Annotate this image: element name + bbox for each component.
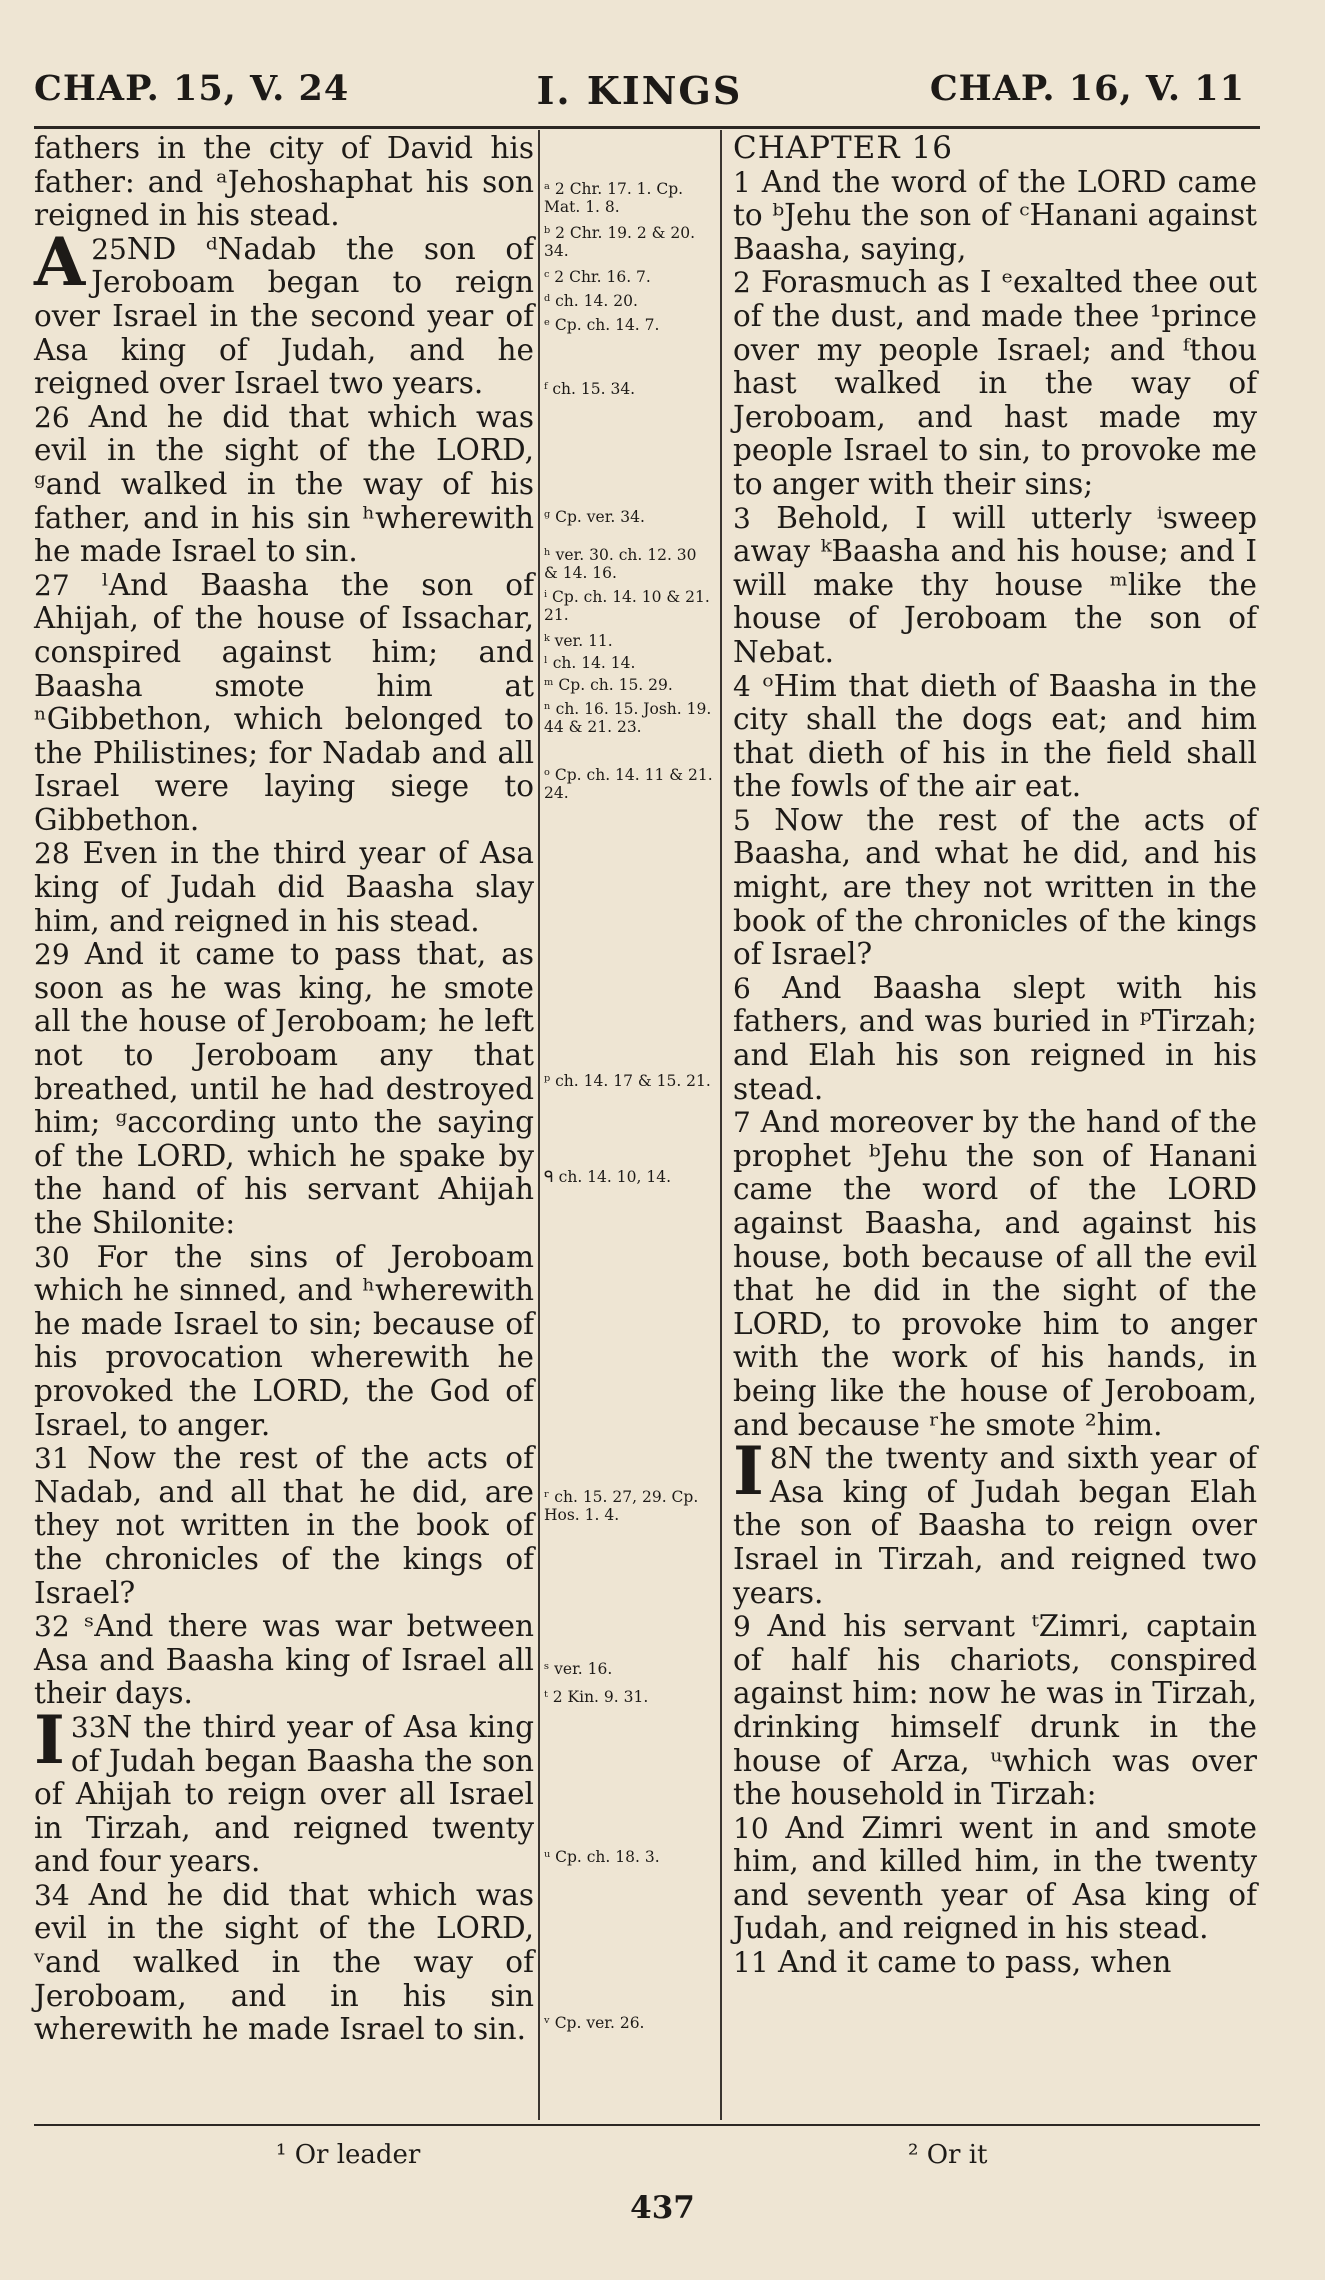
verse-text: And he did that which was evil in the sight of the LORD, ᵛand walked in the way of Jeroboam, and in his sin wherewith he made Israel to sin.	[34, 1877, 534, 2047]
verse-text: For the sins of Jeroboam which he sinned, and ʰwherewith he made Israel to sin; because of his provocation wherewith he provoked the LORD, the God of Israel, to anger.	[34, 1239, 534, 1442]
footnote: ² Or it	[908, 2140, 988, 2170]
cross-reference: ᵖ ch. 14. 17 & 15. 21.	[544, 1072, 711, 1090]
drop-cap: I	[34, 1700, 65, 1779]
cross-reference: ᵗ 2 Kin. 9. 31.	[544, 1688, 649, 1706]
verse-number: 8	[769, 1442, 788, 1476]
verse-number: 11	[733, 1946, 769, 1980]
verse-number: 1	[733, 165, 751, 199]
verse	[733, 670, 1257, 804]
verse-number: 5	[733, 803, 751, 837]
chapter-heading: CHAPTER 16	[733, 130, 953, 166]
cross-reference: ᵇ 2 Chr. 19. 2 & 20. 34.	[544, 224, 696, 260]
verse-number: 32	[34, 1610, 70, 1644]
drop-cap: A	[34, 222, 86, 301]
verse-text: And Zimri went in and smote him, and killed him, in the twenty and seventh year of Asa king of Judah, and reigned in his stead.	[733, 1810, 1257, 1946]
header-rule	[34, 126, 1260, 129]
header-book-title: I. KINGS	[536, 68, 743, 113]
running-header	[34, 68, 1245, 118]
verse-text: And it came to pass that, as soon as he was king, he smote all the house of Jeroboam; he left not to Jeroboam any that breathed, until he had destroyed him; ᵍaccording unto the saying of the LORD, which he spake by the hand of his servant Ahijah the Shilonite:	[34, 937, 534, 1240]
verse-number: 9	[733, 1610, 751, 1644]
verse	[733, 1432, 1257, 1610]
verse-text: ˢAnd there was war between Asa and Baasha king of Israel all their days.	[34, 1609, 534, 1711]
verse-text: Behold, I will utterly ⁱsweep away ᵏBaasha and his house; and I will make thy house ᵐlike the house of Jeroboam the son of Nebat.	[733, 500, 1257, 669]
verse-text: Now the rest of the acts of Nadab, and all that he did, are they not written in the book of the chronicles of the kings of Israel?	[34, 1441, 534, 1610]
cross-reference: ᑫ ch. 14. 10, 14.	[544, 1168, 671, 1186]
verse	[733, 266, 1257, 501]
verse-text: Now the rest of the acts of Baasha, and what he did, and his might, are they not written in the book of the chronicles of the kings of Israel?	[733, 802, 1257, 972]
verse-text: And Baasha slept with his fathers, and was buried in ᵖTirzah; and Elah his son reigned in his stead.	[733, 970, 1257, 1106]
right-text-column	[733, 132, 1257, 1980]
verse-text: ˡAnd Baasha the son of Ahijah, of the house of Issachar, conspired against him; and Baasha smote him at ⁿGibbethon, which belonged to the Philistines; for Nadab and all Israel were laying siege to Gibbethon.	[34, 567, 534, 837]
verse	[733, 1812, 1257, 1946]
verse-text: And moreover by the hand of the prophet ᵇJehu the son of Hanani came the word of the LORD against Baasha, and against his house, both because of all the evil that he did in the sight of the LORD, to provoke him to anger with the work of his hands, in being like the house of Jeroboam, and because ʳhe smote ²him.	[733, 1105, 1257, 1442]
cross-reference: ᵈ ch. 14. 20.	[544, 292, 638, 310]
verse-text: N the third year of Asa king of Judah began Baasha the son of Ahijah to reign over all Israel in Tirzah, and reigned twenty and four years.	[34, 1709, 534, 1879]
verse	[733, 502, 1257, 670]
verse-number: 25	[91, 232, 127, 266]
verse-text: N the twenty and sixth year of Asa king of Judah began Elah the son of Baasha to reign over Israel in Tirzah, and reigned two years.	[733, 1441, 1257, 1610]
verse-number: 7	[733, 1106, 751, 1140]
drop-cap: I	[733, 1432, 764, 1511]
cross-reference: ˢ ver. 16.	[544, 1660, 613, 1678]
cross-reference: ᵘ Cp. ch. 18. 3.	[544, 1848, 660, 1866]
cross-reference: ᶜ 2 Chr. 16. 7.	[544, 268, 651, 286]
verse	[733, 166, 1257, 267]
cross-reference: ˡ ch. 14. 14.	[544, 654, 636, 672]
cross-reference: ʰ ver. 30. ch. 12. 30 & 14. 16.	[544, 546, 697, 582]
verse-number: 34	[34, 1878, 70, 1912]
cross-reference: ʳ ch. 15. 27, 29. Cp. Hos. 1. 4.	[544, 1488, 699, 1524]
verse	[733, 1106, 1257, 1442]
verse	[34, 1700, 534, 1879]
column-divider-left	[538, 130, 540, 2120]
cross-reference: ᵃ 2 Chr. 17. 1. Cp. Mat. 1. 8.	[544, 180, 684, 216]
verse-text: fathers in the city of David his father: and ᵃJehoshaphat his son reigned in his stead.	[34, 131, 534, 233]
verse-text: And he did that which was evil in the sight of the LORD, ᵍand walked in the way of his father, and in his sin ʰwherewith he made Israel to sin.	[34, 399, 534, 569]
verse	[34, 222, 534, 401]
verse-number: 30	[34, 1240, 70, 1274]
header-left-chapter: CHAP. 15, V. 24	[34, 68, 350, 109]
cross-reference: ᵛ Cp. ver. 26.	[544, 2014, 645, 2032]
cross-reference: ᵒ Cp. ch. 14. 11 & 21. 24.	[544, 766, 713, 802]
footer-rule	[34, 2124, 1260, 2126]
verse-number: 31	[34, 1442, 70, 1476]
verse	[733, 1610, 1257, 1812]
verse	[34, 569, 534, 838]
verse	[34, 401, 534, 569]
verse-number: 29	[34, 938, 70, 972]
verse-text: And the word of the LORD came to ᵇJehu the son of ᶜHanani against Baasha, saying,	[733, 164, 1257, 266]
verse-text: ND ᵈNadab the son of Jeroboam began to reign over Israel in the second year of Asa king of Judah, and he reigned over Israel two years.	[34, 231, 534, 401]
verse-number: 3	[733, 501, 751, 535]
verse-text: And it came to pass, when	[778, 1945, 1172, 1980]
verse-number: 28	[34, 837, 70, 871]
verse	[733, 804, 1257, 972]
column-divider-right	[720, 130, 722, 2120]
verse	[34, 132, 534, 233]
header-right-chapter: CHAP. 16, V. 11	[929, 68, 1245, 109]
verse	[34, 1879, 534, 2047]
verse-text: Forasmuch as I ᵉexalted thee out of the dust, and made thee ¹prince over my people Israel; and ᶠthou hast walked in the way of Jeroboam, and hast made my people Israel to sin, to provoke me to anger with their sins;	[733, 265, 1257, 501]
cross-reference: ᵍ Cp. ver. 34.	[544, 508, 645, 526]
verse-text: ᵒHim that dieth of Baasha in the city shall the dogs eat; and him that dieth of his in the field shall the fowls of the air eat.	[733, 668, 1257, 804]
verse	[733, 1946, 1257, 1980]
cross-reference: ᶠ ch. 15. 34.	[544, 380, 636, 398]
verse-number: 4	[733, 669, 751, 703]
verse	[733, 972, 1257, 1106]
verse-number: 2	[733, 266, 751, 300]
footnote: ¹ Or leader	[276, 2140, 421, 2170]
verse	[34, 938, 534, 1240]
cross-reference: ᵐ Cp. ch. 15. 29.	[544, 676, 673, 694]
cross-reference: ᵏ ver. 11.	[544, 632, 613, 650]
cross-reference: ⁱ Cp. ch. 14. 10 & 21. 21.	[544, 588, 710, 624]
verse-number: 33	[70, 1710, 107, 1744]
verse-text: Even in the third year of Asa king of Judah did Baasha slay him, and reigned in his stead.	[34, 836, 534, 938]
page-number: 437	[630, 2190, 695, 2226]
verse	[34, 1610, 534, 1711]
verse	[34, 1241, 534, 1443]
verse-number: 10	[733, 1811, 769, 1845]
verse	[34, 837, 534, 938]
cross-reference: ᵉ Cp. ch. 14. 7.	[544, 316, 660, 334]
verse	[34, 1442, 534, 1610]
verse-text: And his servant ᵗZimri, captain of half his chariots, conspired against him: now he was in Tirzah, drinking himself drunk in the house of Arza, ᵘwhich was over the household in Tirzah:	[733, 1609, 1257, 1812]
left-text-column	[34, 132, 534, 2047]
verse-number: 6	[733, 971, 751, 1005]
verse-number: 26	[34, 400, 70, 434]
verse-number: 27	[34, 568, 70, 602]
cross-reference: ⁿ ch. 16. 15. Josh. 19. 44 & 21. 23.	[544, 700, 712, 736]
